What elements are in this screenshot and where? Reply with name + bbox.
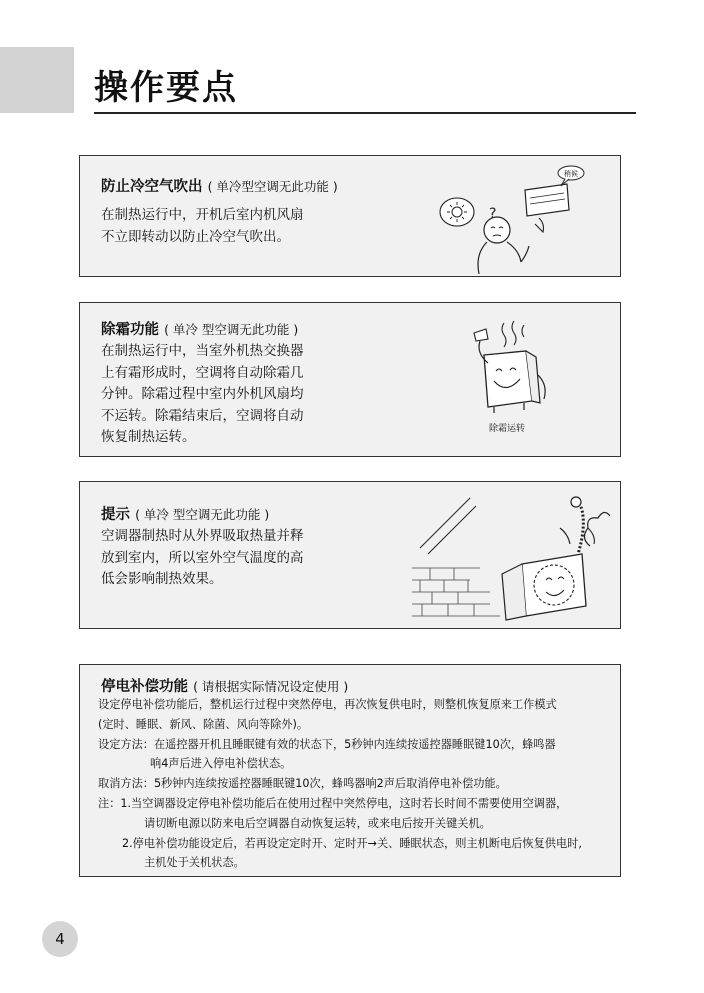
body-line: 不立即转动以防止冷空气吹出。 [101,228,290,245]
section-defrost [79,302,621,457]
section-subtitle: ( 单冷 型空调无此功能 ) [164,322,299,337]
page-number: 4 [42,921,78,957]
body-line: 2.停电补偿功能设定后，若再设定定时开、定时开→关、睡眠状态，则主机断电后恢复供电时, [122,836,582,850]
outdoor-unit-defrost-illustration [462,315,557,420]
body-line: 请切断电源以防来电后空调器自动恢复运转，或来电后按开关键关机。 [144,816,491,830]
section-heading [101,175,338,196]
section-subtitle: ( 单冷 型空调无此功能 ) [135,507,270,522]
section-body [101,341,304,449]
section-tip [79,481,621,629]
section-heading [101,318,298,339]
section-heading [101,503,269,524]
body-line: 响4声后进入停电补偿状态。 [150,757,292,771]
page-title: 操作要点 [94,68,238,108]
body-line: 主机处于关机状态。 [144,856,245,870]
body-line: 设定方法：在遥控器开机且睡眠键有效的状态下，5秒钟内连续按遥控器睡眠键10次，蜂鸣器 [98,737,556,751]
section-body [98,695,613,873]
body-line: 恢复制热运转。 [101,429,196,445]
section-power-failure-compensation [79,664,621,877]
section-title: 防止冷空气吹出 [101,179,203,195]
body-line: 取消方法：5秒钟内连续按遥控器睡眠键10次，蜂鸣器响2声后取消停电补偿功能。 [98,777,507,791]
section-heading [101,675,348,696]
svg-text:?: ? [489,206,497,222]
section-title: 停电补偿功能 [101,679,188,695]
body-line: 不运转。除霜结束后，空调将自动 [101,407,304,424]
section-body [101,526,304,591]
body-line: 放到室内，所以室外空气温度的高 [101,549,304,566]
section-title: 提示 [101,507,130,523]
section-body [101,205,304,248]
body-line: 空调器制热时从外界吸取热量并释 [101,528,304,544]
body-line: 分钟。除霜过程中室内外机风扇均 [101,386,304,402]
outdoor-unit-wall-illustration [410,488,610,622]
illustration-caption: 除霜运转 [489,424,526,434]
body-line: 注：1.当空调器设定停电补偿功能后在使用过程中突然停电，这时若长时间不需要使用空调器， [98,796,568,810]
bubble-text: 稍候 [564,170,578,178]
body-line: 上有霜形成时，空调将自动除霜几 [101,364,304,381]
section-prevent-cold-air [79,155,621,277]
section-tab-marker [0,47,74,113]
section-title: 除霜功能 [101,322,159,338]
section-subtitle: ( 单冷型空调无此功能 ) [207,179,338,194]
body-line: 在制热运行中，当室外机热交换器 [101,343,304,359]
body-line: (定时、睡眠、新风、除菌、风向等除外)。 [98,717,309,731]
title-underline [94,112,636,114]
person-waiting-illustration [435,162,595,274]
body-line: 低会影响制热效果。 [101,571,223,587]
body-line: 在制热运行中，开机后室内机风扇 [101,207,304,223]
section-subtitle: ( 请根据实际情况设定使用 ) [193,679,349,694]
body-line: 设定停电补偿功能后，整机运行过程中突然停电，再次恢复供电时，则整机恢复原来工作模式 [98,698,557,711]
